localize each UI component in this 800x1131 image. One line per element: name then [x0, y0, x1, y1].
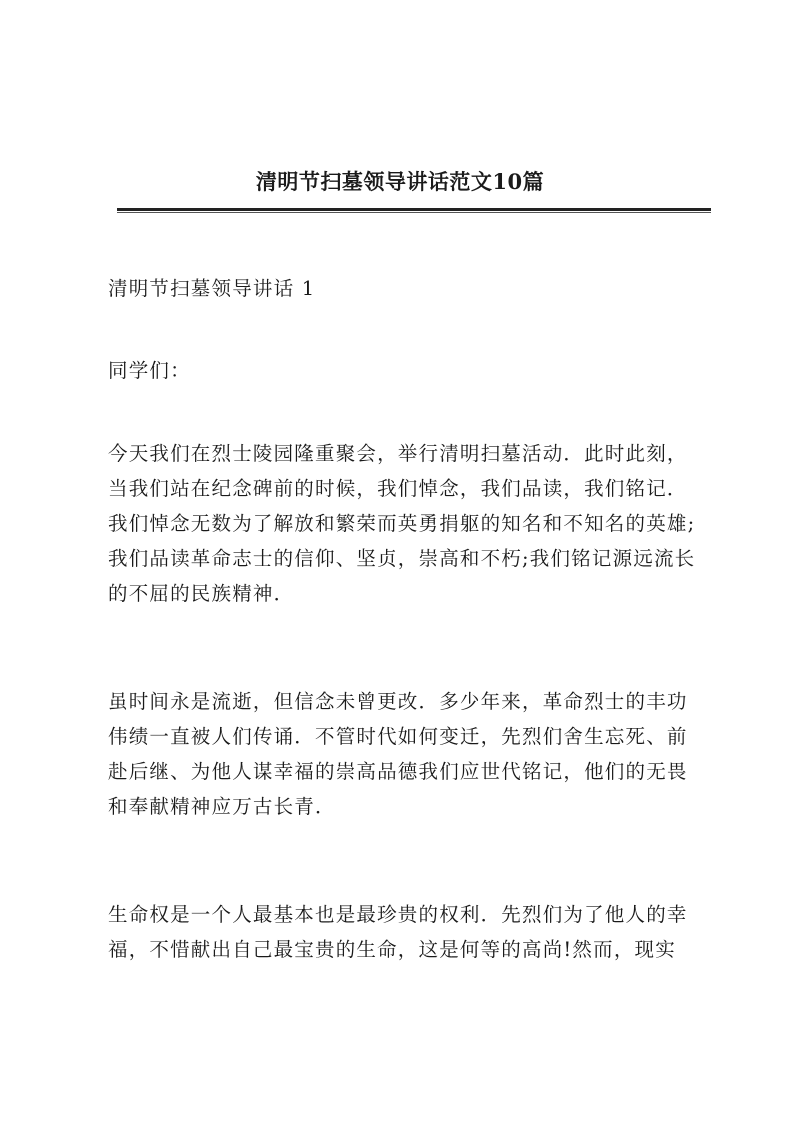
- document-title: 清明节扫墓领导讲话范文10篇: [255, 169, 545, 194]
- section-heading: 清明节扫墓领导讲话 1: [108, 277, 316, 300]
- salutation: 同学们：: [108, 359, 191, 382]
- paragraph: 生命权是一个人最基本也是最珍贵的权利．先烈们为了他人的幸福，不惜献出自己最宝贵的生命，这是何等的高尚!然而，现实: [108, 903, 688, 961]
- title-divider: [117, 208, 711, 213]
- paragraph: 今天我们在烈士陵园隆重聚会，举行清明扫墓活动．此时此刻，当我们站在纪念碑前的时候，我们悼念，我们品读，我们铭记．我们悼念无数为了解放和繁荣而英勇捐躯的知名和不知名的英雄;我们品读革命志士的信仰、坚贞，崇高和不朽;我们铭记源远流长的不屈的民族精神．: [108, 442, 696, 605]
- paragraph: 虽时间永是流逝，但信念未曾更改．多少年来，革命烈士的丰功伟绩一直被人们传诵．不管时代如何变迁，先烈们舍生忘死、前赴后继、为他人谋幸福的崇高品德我们应世代铭记，他们的无畏和奉献精神应万古长青．: [108, 690, 688, 818]
